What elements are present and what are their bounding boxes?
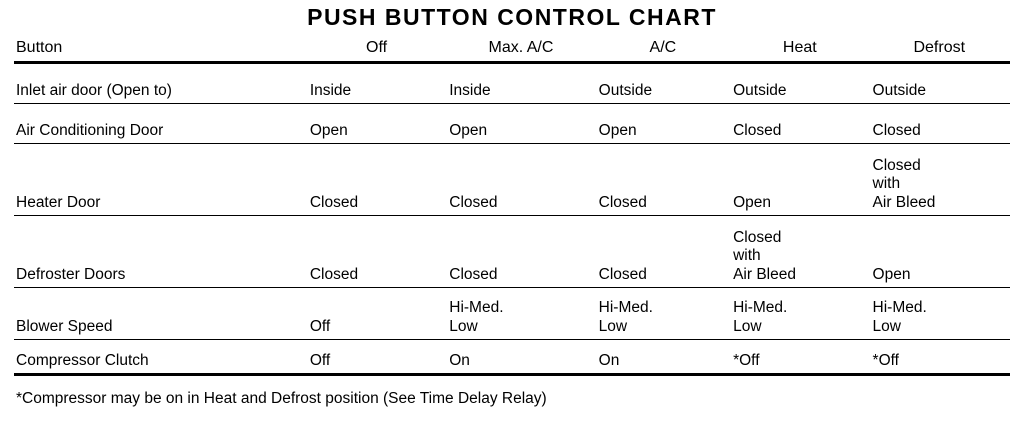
cell-heater-defrost: Closed with Air Bleed — [872, 157, 936, 211]
push-button-control-table — [14, 37, 1010, 376]
cell-blower-off: Off — [309, 317, 331, 335]
table-row — [14, 287, 1010, 339]
table-header — [14, 37, 1010, 62]
cell-inlet-max-ac: Inside — [449, 81, 491, 99]
cell-heater-ac: Closed — [598, 193, 647, 211]
cell-heater-max-ac: Closed — [449, 193, 498, 211]
column-header-off: Off — [366, 39, 388, 56]
page-title: PUSH BUTTON CONTROL CHART — [307, 4, 717, 30]
cell-heater-heat: Open — [733, 193, 772, 211]
row-label-blower-speed: Blower Speed — [16, 317, 113, 335]
table-header-row — [14, 37, 1010, 62]
column-header-defrost: Defrost — [913, 39, 966, 56]
row-label-air-conditioning-door: Air Conditioning Door — [16, 121, 164, 139]
cell-inlet-off: Inside — [309, 81, 352, 99]
row-label-defroster-doors: Defroster Doors — [16, 265, 126, 283]
cell-acdoor-heat: Closed — [733, 121, 782, 139]
cell-inlet-ac: Outside — [598, 81, 653, 99]
table-body — [14, 62, 1010, 374]
row-label-compressor-clutch: Compressor Clutch — [16, 351, 149, 369]
column-header-max-ac: Max. A/C — [488, 39, 554, 56]
cell-heater-off: Closed — [309, 193, 359, 211]
column-header-heat: Heat — [782, 39, 817, 56]
table-row — [14, 62, 1010, 103]
cell-acdoor-ac: Open — [598, 121, 637, 139]
cell-defroster-heat: Closed with Air Bleed — [733, 229, 796, 283]
footnote: *Compressor may be on in Heat and Defrost position (See Time Delay Relay) — [16, 389, 547, 407]
column-header-ac: A/C — [649, 39, 677, 56]
table-row — [14, 103, 1010, 143]
cell-blower-max-ac: Hi-Med. Low — [449, 299, 504, 335]
cell-inlet-defrost: Outside — [872, 81, 926, 99]
cell-clutch-off: Off — [309, 351, 331, 369]
cell-inlet-heat: Outside — [733, 81, 787, 99]
cell-acdoor-max-ac: Open — [449, 121, 488, 139]
cell-clutch-heat: *Off — [733, 351, 760, 369]
row-label-inlet-air-door: Inlet air door (Open to) — [16, 81, 172, 99]
table-row — [14, 143, 1010, 215]
cell-acdoor-defrost: Closed — [872, 121, 921, 139]
cell-blower-ac: Hi-Med. Low — [598, 299, 653, 335]
table-row — [14, 339, 1010, 374]
cell-defroster-ac: Closed — [598, 265, 647, 283]
cell-clutch-ac: On — [598, 351, 620, 369]
table-row — [14, 215, 1010, 287]
cell-defroster-off: Closed — [309, 265, 359, 283]
cell-blower-defrost: Hi-Med. Low — [872, 299, 927, 335]
cell-clutch-max-ac: On — [449, 351, 470, 369]
cell-defroster-max-ac: Closed — [449, 265, 498, 283]
column-header-button: Button — [16, 39, 63, 56]
cell-defroster-defrost: Open — [872, 265, 911, 283]
cell-clutch-defrost: *Off — [872, 351, 899, 369]
cell-acdoor-off: Open — [309, 121, 348, 139]
row-label-heater-door: Heater Door — [16, 193, 101, 211]
cell-blower-heat: Hi-Med. Low — [733, 299, 788, 335]
